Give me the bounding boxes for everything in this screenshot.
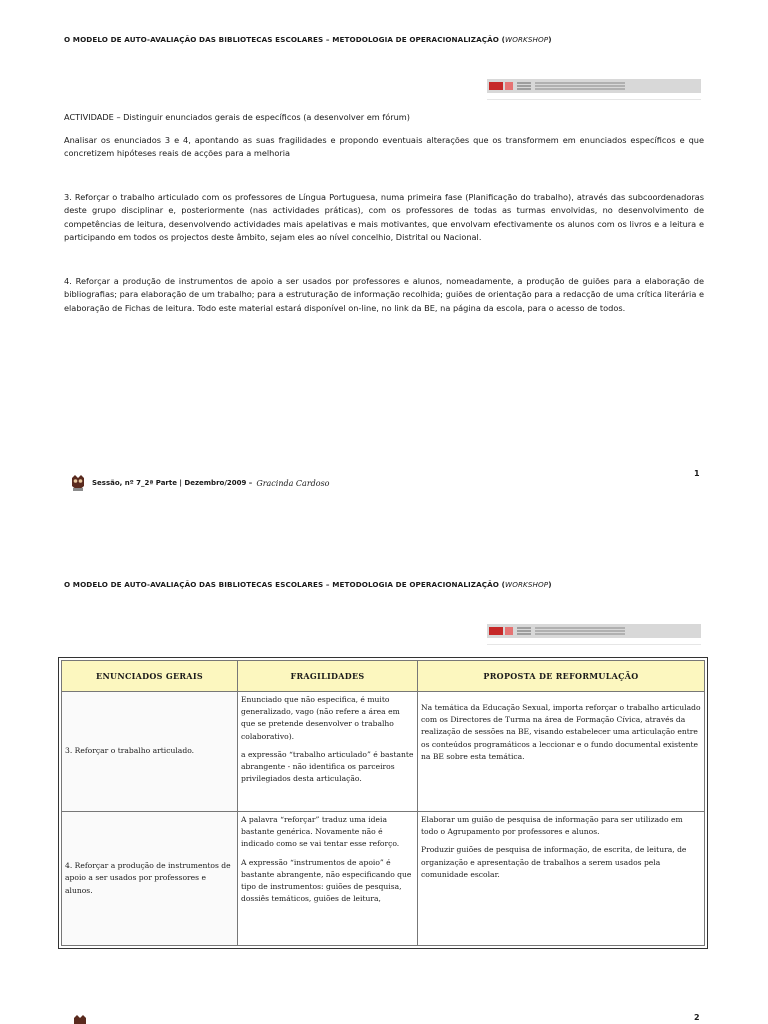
author-name: Gracinda Cardoso	[256, 478, 330, 488]
row3-general: 3. Reforçar o trabalho articulado.	[62, 692, 238, 812]
table-row	[62, 812, 705, 946]
row4-fragilities: A palavra “reforçar” traduz uma ideia bastante genérica. Novamente não é indicado como se vai tentar esse reforço. A expressão “instrumentos de apoio” é bastante abrangente, não especificando que tipo de instrumentos: guiões de pesquisa, dossiês temáticos, guiões de leitura,	[238, 812, 418, 946]
row3-proposal: Na temática da Educação Sexual, importa reforçar o trabalho articulado com os Directores de Turma na área de Formação Cívica, através da realização de sessões na BE, visando estabelecer uma articulação entre os conteúdos programáticos a leccionar e o fundo documental existente na BE sobre esta temática.	[418, 692, 705, 812]
owl-icon	[72, 1014, 88, 1024]
page-number-1: 1	[694, 469, 700, 478]
row3-fragilities: Enunciado que não especifica, é muito generalizado, vago (não refere a área em que se pretende desenvolver o trabalho colaborativo). a expressão “trabalho articulado” é bastante abrangente - não identifica os parceiros privilegiados desta articulação.	[238, 692, 418, 812]
page-number-2: 2	[694, 1013, 700, 1022]
table-header-row	[62, 661, 705, 692]
activity-instruction: Analisar os enunciados 3 e 4, apontando as suas fragilidades e propondo eventuais alterações que os transformem em enunciados específicos e que concretizem hipóteses reais de acções para a melhoria	[64, 135, 704, 159]
page2-header: O MODELO DE AUTO-AVALIAÇÃO DAS BIBLIOTECAS ESCOLARES – METODOLOGIA DE OPERACIONALIZAÇÃO (WORKSHOP)	[64, 580, 552, 589]
activity-title: ACTIVIDADE – Distinguir enunciados gerais de específicos (a desenvolver em fórum)	[64, 112, 410, 122]
statement-3: 3. Reforçar o trabalho articulado com os professores de Língua Portuguesa, numa primeira fase (Planificação do trabalho), através das subcoordenadoras deste grupo disciplinar e, posteriormente (nas actividades práticas), com os professores de todas as turmas envolvidas, no desenvolvimento de competências de leitura, desenvolvendo actividades mais apelativas e mais motivantes, que envolvam efectivamente os alunos com os livros e a leitura e participando em todos os projectos deste âmbito, sejam eles ao nível concelhio, Distrital ou Nacional.	[64, 192, 704, 243]
row4-general: 4. Reforçar a produção de instrumentos de apoio a ser usados por professores e alunos.	[62, 812, 238, 946]
owl-icon	[70, 474, 86, 492]
table-row	[62, 692, 705, 812]
row4-proposal: Elaborar um guião de pesquisa de informação para ser utilizado em todo o Agrupamento por professores e alunos. Produzir guiões de pesquisa de informação, de escrita, de leitura, de organização e apresentação de trabalhos a serem usados pela comunidade escolar.	[418, 812, 705, 946]
page1-footer: Sessão, nº 7_2ª Parte | Dezembro/2009 – Gracinda Cardoso	[70, 474, 330, 492]
page1-header: O MODELO DE AUTO-AVALIAÇÃO DAS BIBLIOTECAS ESCOLARES – METODOLOGIA DE OPERACIONALIZAÇÃO (WORKSHOP)	[64, 35, 552, 44]
page2-rbe-logo	[487, 624, 701, 646]
header-fragilities: FRAGILIDADES	[238, 661, 418, 692]
statement-4: 4. Reforçar a produção de instrumentos de apoio a ser usados por professores e alunos, nomeadamente, a produção de guiões para a elaboração de bibliografias; para elaboração de um trabalho; para a estruturação de informação recolhida; guiões de orientação para a redacção de uma crítica literária e elaboração de Fichas de leitura. Todo este material estará disponível on-line, no link da BE, na página da escola, para o acesso de todos.	[64, 276, 704, 313]
page1-rbe-logo	[487, 79, 701, 101]
header-general: ENUNCIADOS GERAIS	[62, 661, 238, 692]
header-proposal: PROPOSTA DE REFORMULAÇÃO	[418, 661, 705, 692]
reformulation-table	[58, 657, 708, 949]
